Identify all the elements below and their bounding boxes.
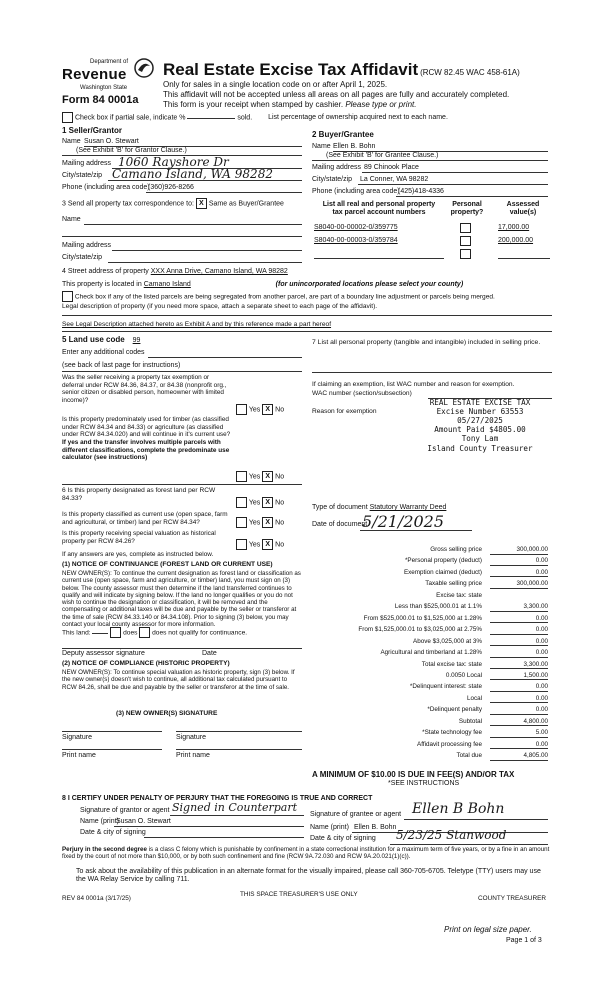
certify-heading: 8 I CERTIFY UNDER PENALTY OF PERJURY THAT THE FOREGOING IS TRUE AND CORRECT <box>62 795 373 802</box>
fee-row <box>310 638 550 647</box>
section4-row <box>62 268 288 276</box>
parcel-header-3a: Assessed <box>506 201 540 208</box>
fee-value[interactable]: 0.00 <box>490 695 548 704</box>
grantor-signature[interactable]: Signed in Counterpart <box>172 801 298 814</box>
header-line-3-note: Please type or print. <box>345 100 417 109</box>
fee-label: Agricultural and timberland at 1.28% <box>380 649 482 657</box>
fee-label: Local <box>466 694 482 702</box>
stamp-line-1: REAL ESTATE EXCISE TAX <box>429 398 531 407</box>
does-not-checkbox[interactable] <box>139 627 150 638</box>
section4-label: 4 Street address of property <box>62 268 149 275</box>
dept-top: Department of <box>90 59 129 65</box>
buyer-city-label: City/state/zip <box>312 176 353 183</box>
fee-label: Subtotal <box>458 717 482 725</box>
form-title: Real Estate Excise Tax Affidavit <box>163 60 419 79</box>
personal-property-checkbox[interactable] <box>460 236 471 246</box>
deputy-date-label: Date <box>202 650 217 657</box>
fee-row <box>310 741 550 750</box>
grantor-date-label: Date & city of signing <box>80 829 146 836</box>
legal-desc-value[interactable]: See Legal Description attached hereto as Exhibit A and by this reference made a part hereof <box>62 321 332 328</box>
historic-question: Is this property receiving special valuation as historical property per RCW 84.26? <box>62 530 216 545</box>
fee-label: 0.0050 Local <box>445 671 482 679</box>
fee-value[interactable]: 0.00 <box>490 557 548 566</box>
fee-value[interactable]: 4,800.00 <box>490 718 548 727</box>
section3-label: 3 Send all property tax correspondence to: <box>62 200 194 208</box>
fee-label: Excise tax: state <box>436 591 482 599</box>
assessed-value[interactable]: 200,000.00 <box>498 237 534 244</box>
buyer-name-label: Name <box>312 143 331 150</box>
fee-row <box>310 546 550 555</box>
segregated-label: Check box if any of the listed parcels are being segregated from another parcel, are part of a boundary line adjustment or parcels being merged. <box>74 293 495 301</box>
current-use-no-checkbox[interactable]: X <box>262 517 273 528</box>
accessibility-notice: To ask about the availability of this publication in an alternate format for the visually impaired, please call 360-705-6705. Teletype (TTY) users may use the WA Relay Service by calling 711. <box>76 868 541 884</box>
fee-value[interactable]: 5.00 <box>490 729 548 738</box>
land-use-row <box>62 335 283 345</box>
fee-value[interactable]: 0.00 <box>490 615 548 624</box>
fee-label: From $525,000.01 to $1,525,000 at 1.28% <box>363 614 482 622</box>
grantor-signature-label: Signature of grantor or agent <box>80 807 170 814</box>
header-line-1: Only for sales in a single location code on or after April 1, 2025. <box>163 80 388 89</box>
fee-row <box>310 649 550 658</box>
parcel-header-2b: property? <box>450 209 484 217</box>
located-label: This property is located in <box>62 281 142 288</box>
stamp-treasurer-name: Tony Lam <box>461 434 499 444</box>
fee-label: Affidavit processing fee <box>417 740 482 748</box>
this-land-row <box>62 627 247 638</box>
fee-value[interactable]: 300,000.00 <box>490 580 548 589</box>
partial-sale-sold: sold. <box>237 114 253 122</box>
this-land-label: This land: <box>62 629 91 637</box>
fee-value[interactable]: 4,805.00 <box>490 752 548 761</box>
seller-phone-label: Phone (including area code) <box>62 184 150 191</box>
fee-value[interactable]: 0.00 <box>490 626 548 635</box>
seller-name-label: Name <box>62 138 81 145</box>
form-revision: REV 84 0001a (3/17/25) <box>62 895 131 902</box>
fee-row <box>310 626 550 635</box>
wac-label: WAC number (section/subsection) <box>312 390 412 397</box>
buyer-heading: 2 Buyer/Grantee <box>312 130 374 139</box>
perjury-notice <box>62 846 550 861</box>
buyer-exhibit: (See Exhibit 'B' for Grantee Clause.) <box>326 152 439 159</box>
fee-row <box>310 718 550 727</box>
timber-question-bold: If yes and the transfer involves multiple parcels with different classifications, complete the predominate use calculator (see instructions) <box>62 439 230 462</box>
minimum-notice: A MINIMUM OF $10.00 IS DUE IN FEE(S) AND/OR TAX <box>312 770 515 779</box>
stamp-excise-number: Excise Number 63553 <box>436 407 524 417</box>
grantee-signature-label: Signature of grantee or agent <box>310 811 402 818</box>
does-checkbox[interactable] <box>110 627 121 638</box>
revenue-word: Revenue <box>62 66 127 83</box>
fee-value[interactable]: 0.00 <box>490 683 548 692</box>
perjury-text: is a class C felony which is punishable by confinement in a state correctional institution for a maximum term of five years, or by a fine in an amount fixed by the court of not more than $10,000, or by both such confinement and fine (RCW 9A.72.030 and RCW 9A.20.021(1)(c)). <box>62 846 550 861</box>
parcel-header-2a: Personal <box>452 201 482 208</box>
timber-no-checkbox[interactable]: X <box>262 471 273 482</box>
buyer-phone-label: Phone (including area code) <box>312 188 400 195</box>
fee-row <box>310 603 550 612</box>
buyer-mail[interactable]: 89 Chinook Place <box>364 164 419 171</box>
see-back-note: (see back of last page for instructions) <box>62 362 181 369</box>
grantor-name-label: Name (print) <box>80 818 119 825</box>
state-name: Washington State <box>80 85 128 91</box>
section3-same-checkbox[interactable]: X <box>196 198 207 209</box>
fee-row <box>310 729 550 738</box>
form-rcw: (RCW 82.45 WAC 458-61A) <box>420 68 520 77</box>
fee-value[interactable]: 0.00 <box>490 741 548 750</box>
grantee-name-label: Name (print) <box>310 824 349 831</box>
section3-name-label: Name <box>62 216 81 223</box>
doc-date-label: Date of document <box>312 521 368 528</box>
seller-exhibit: (See Exhibit 'B' for Grantor Clause.) <box>76 147 187 154</box>
page-number: Page 1 of 3 <box>506 937 542 944</box>
land-use-label: 5 Land use code <box>62 335 125 344</box>
parcel-header-1b: tax parcel account numbers <box>332 209 426 217</box>
forest-no-checkbox[interactable]: X <box>262 497 273 508</box>
forest-yes-no <box>236 497 284 508</box>
grantee-date-label: Date & city of signing <box>310 835 376 842</box>
located-note: (for unincorporated locations please select your county) <box>275 281 464 288</box>
new-owner-signature-heading: (3) NEW OWNER(S) SIGNATURE <box>116 710 218 717</box>
parcel-row-3 <box>314 250 552 260</box>
fee-row <box>310 683 550 692</box>
fee-value[interactable]: 3,300.00 <box>490 603 548 612</box>
header-line-3-text: This form is your receipt when stamped by cashier. <box>163 100 344 109</box>
parcel-header-1a: List all real and personal property <box>322 201 436 208</box>
seller-city-label: City/state/zip <box>62 172 103 179</box>
fee-row <box>310 752 550 761</box>
buyer-phone[interactable]: (425)418-4336 <box>398 188 444 195</box>
partial-sale-label: Check box if partial sale, indicate % <box>74 114 186 122</box>
exemption-question: Was the seller receiving a property tax exemption or deferral under RCW 84.36, 84.37, or 84.38 (nonprofit org., senior citizen or disabled person, homeowner with limited income)? <box>62 374 227 405</box>
grantee-signature[interactable]: Ellen B Bohn <box>412 801 505 817</box>
fee-value[interactable]: 0.00 <box>490 569 548 578</box>
parcel-header-2 <box>446 201 488 218</box>
exemption-yes-checkbox[interactable] <box>236 404 247 415</box>
parcel-row-2 <box>314 237 552 247</box>
forest-yes-checkbox[interactable] <box>236 497 247 508</box>
parcel-number[interactable]: S8040-00-00002-0/359775 <box>314 224 398 231</box>
fee-row <box>310 672 550 681</box>
stamp-date: 05/27/2025 <box>457 416 503 426</box>
signature-label-2: Signature <box>176 734 206 741</box>
forest-question: 6 Is this property designated as forest land per RCW 84.33? <box>62 487 216 502</box>
partial-sale-note: List percentage of ownership acquired next to each name. <box>268 114 448 122</box>
timber-yes-no <box>236 471 284 482</box>
section3-mail-label: Mailing address <box>62 242 112 249</box>
historic-body: NEW OWNER(S): To continue special valuation as historic property, sign (3) below. If the new owner(s) doesn't wish to continue, all additional tax calculated pursuant to RCW 84.26, shall be due and payable by the seller or transferor at the time of sale. <box>62 669 295 691</box>
does-label: does <box>123 629 138 637</box>
fee-value[interactable]: 0.00 <box>490 706 548 715</box>
county-treasurer-label: COUNTY TREASURER <box>478 895 546 902</box>
print-name-label-1: Print name <box>62 752 96 759</box>
current-use-yes-no <box>236 517 284 528</box>
fee-row <box>310 706 550 715</box>
seller-name[interactable]: Susan O. Stewart <box>84 138 139 145</box>
segregated-row <box>62 291 495 302</box>
fee-value[interactable]: 300,000.00 <box>490 546 548 555</box>
segregated-checkbox[interactable] <box>62 291 73 302</box>
legal-paper-note: Print on legal size paper. <box>444 925 532 934</box>
current-use-yes-checkbox[interactable] <box>236 517 247 528</box>
section3-city-label: City/state/zip <box>62 254 103 261</box>
fee-label: From $1,525,000.01 to $3,025,000 at 2.75% <box>358 626 482 634</box>
located-row <box>62 281 463 289</box>
yes-label: Yes <box>248 519 261 527</box>
historic-yes-no <box>236 539 284 550</box>
land-use-code[interactable]: 99 <box>132 337 141 344</box>
form-title-row <box>163 60 520 80</box>
fee-label: *State technology fee <box>422 729 482 737</box>
fee-row <box>310 695 550 704</box>
buyer-city[interactable]: La Conner, WA 98282 <box>360 176 429 183</box>
logo-mark-icon <box>134 58 154 78</box>
fee-value[interactable]: 0.00 <box>490 649 548 658</box>
parcel-row-1 <box>314 224 552 234</box>
stamp-county: Island County Treasurer <box>427 443 533 453</box>
perjury-bold: Perjury in the second degree <box>62 846 147 853</box>
form-number: Form 84 0001a <box>62 94 139 106</box>
partial-sale-checkbox[interactable] <box>62 112 73 123</box>
no-label: No <box>275 519 285 527</box>
partial-sale-row <box>62 112 448 123</box>
fee-row <box>310 580 550 589</box>
yes-label: Yes <box>248 499 261 507</box>
fee-row <box>310 592 550 601</box>
seller-heading: 1 Seller/Grantor <box>62 126 123 135</box>
section3-same-label: Same as Buyer/Grantee <box>208 200 284 208</box>
fee-row <box>310 557 550 566</box>
personal-property-checkbox[interactable] <box>460 223 471 233</box>
continuance-body: NEW OWNER(S): To continue the current designation as forest land or classification as current use (open space, farm and agriculture, or timber) land, you must sign on (3) below. The county assessor must then determine if the land transferred continues to qualify and will indicate by signing below. If the land no longer qualifies or you do not wish to continue the designation or classification, it will be removed and the compensating or additional taxes will be due and payable by the seller or transferor at the time of sale (RCW 84.33.140 or 84.34.108). Prior to signing (3) below, you may contact your local county assessor for more information. <box>62 570 301 628</box>
print-name-label-2: Print name <box>176 752 210 759</box>
personal-property-checkbox[interactable] <box>460 249 471 259</box>
fee-label: Exemption claimed (deduct) <box>403 568 482 576</box>
buyer-mail-label: Mailing address <box>312 164 362 171</box>
fee-label: *Delinquent penalty <box>427 706 482 714</box>
additional-codes-label: Enter any additional codes <box>62 349 145 356</box>
fee-label: Total due <box>456 752 482 760</box>
parcel-header-1 <box>314 201 444 218</box>
does-not-label: does not qualify for continuance. <box>152 629 248 637</box>
yes-label: Yes <box>248 406 261 414</box>
parcel-header-3 <box>496 201 550 218</box>
timber-yes-checkbox[interactable] <box>236 471 247 482</box>
exemption-yes-no <box>236 404 284 415</box>
fee-row <box>310 569 550 578</box>
property-address[interactable]: XXX Anna Drive, Camano Island, WA 98282 <box>150 268 288 275</box>
historic-heading: (2) NOTICE OF COMPLIANCE (HISTORIC PROPERTY) <box>62 660 230 667</box>
yes-label: Yes <box>248 541 261 549</box>
fee-value[interactable]: 3,300.00 <box>490 661 548 670</box>
reason-label: Reason for exemption <box>312 408 377 415</box>
header-line-3 <box>163 100 416 110</box>
fee-label: Taxable selling price <box>425 580 482 588</box>
legal-desc-label: Legal description of property (if you need more space, attach a separate sheet to each page of the affidavit). <box>62 303 378 310</box>
buyer-name[interactable]: Ellen B. Bohn <box>333 143 376 150</box>
exemption-claim-label: If claiming an exemption, list WAC number and reason for exemption. <box>312 381 515 388</box>
excise-tax-stamp <box>400 398 560 453</box>
seller-phone[interactable]: (360)926-8266 <box>148 184 194 191</box>
deputy-signature-label: Deputy assessor signature <box>62 650 145 657</box>
no-label: No <box>275 499 285 507</box>
parcel-number[interactable]: S8040-00-00003-0/359784 <box>314 237 398 244</box>
fee-row <box>310 661 550 670</box>
doc-type-label: Type of document <box>312 504 368 511</box>
fee-label: *Personal property (deduct) <box>404 557 482 565</box>
grantor-name[interactable]: Susan O. Stewart <box>116 818 171 825</box>
seller-mail-label: Mailing address <box>62 160 112 167</box>
fee-label: Gross selling price <box>430 546 482 553</box>
historic-no-checkbox[interactable]: X <box>262 539 273 550</box>
treasurer-use-label: THIS SPACE TREASURER'S USE ONLY <box>240 891 358 898</box>
parcel-header-3b: value(s) <box>509 209 537 217</box>
fee-label: Total excise tax: state <box>421 660 482 668</box>
timber-question-text: Is this property predominately used for timber (as classified under RCW 84.34 and 84.33) or agriculture (as classified under RCW 84.34.020) and will continue in it's current use? <box>62 416 231 439</box>
stamp-amount-paid: Amount Paid $4805.00 <box>434 425 526 435</box>
header-line-2: This affidavit will not be accepted unless all areas on all pages are fully and accurately completed. <box>163 90 510 99</box>
fee-label: Less than $525,000.01 at 1.1% <box>394 603 482 611</box>
doc-type-value[interactable]: Statutory Warranty Deed <box>369 504 447 511</box>
seller-mail[interactable]: 1060 Rayshore Dr <box>118 155 229 169</box>
fee-label: Above $3,025,000 at 3% <box>413 637 482 645</box>
historic-yes-checkbox[interactable] <box>236 539 247 550</box>
seller-city[interactable]: Camano Island, WA 98282 <box>112 167 273 181</box>
signature-label-1: Signature <box>62 734 92 741</box>
fee-value[interactable]: 0.00 <box>490 638 548 647</box>
timber-question <box>62 416 234 462</box>
fee-row <box>310 615 550 624</box>
doc-date-value[interactable]: 5/21/2025 <box>362 512 445 531</box>
assessed-value[interactable]: 17,000.00 <box>498 224 530 231</box>
current-use-question: Is this property classified as current use (open space, farm and agricultural, or timber) land per RCW 84.34? <box>62 511 228 526</box>
no-label: No <box>275 473 285 481</box>
continuance-heading: (1) NOTICE OF CONTINUANCE (FOREST LAND OR CURRENT USE) <box>62 561 273 568</box>
section3-row <box>62 198 284 209</box>
revenue-logo <box>62 58 157 108</box>
grantee-date[interactable]: 5/23/25 Stanwood <box>396 828 507 842</box>
located-value[interactable]: Camano Island <box>143 281 191 288</box>
fee-label: *Delinquent interest: state <box>409 683 482 691</box>
personal-property-label: 7 List all personal property (tangible and intangible) included in selling price. <box>312 339 541 346</box>
no-label: No <box>275 406 285 414</box>
see-instructions: *SEE INSTRUCTIONS <box>388 780 460 787</box>
grantee-name[interactable]: Ellen B. Bohn <box>354 824 397 831</box>
any-yes-note: If any answers are yes, complete as instructed below. <box>62 551 214 558</box>
exemption-no-checkbox[interactable]: X <box>262 404 273 415</box>
no-label: No <box>275 541 285 549</box>
fee-value[interactable]: 1,500.00 <box>490 672 548 681</box>
yes-label: Yes <box>248 473 261 481</box>
